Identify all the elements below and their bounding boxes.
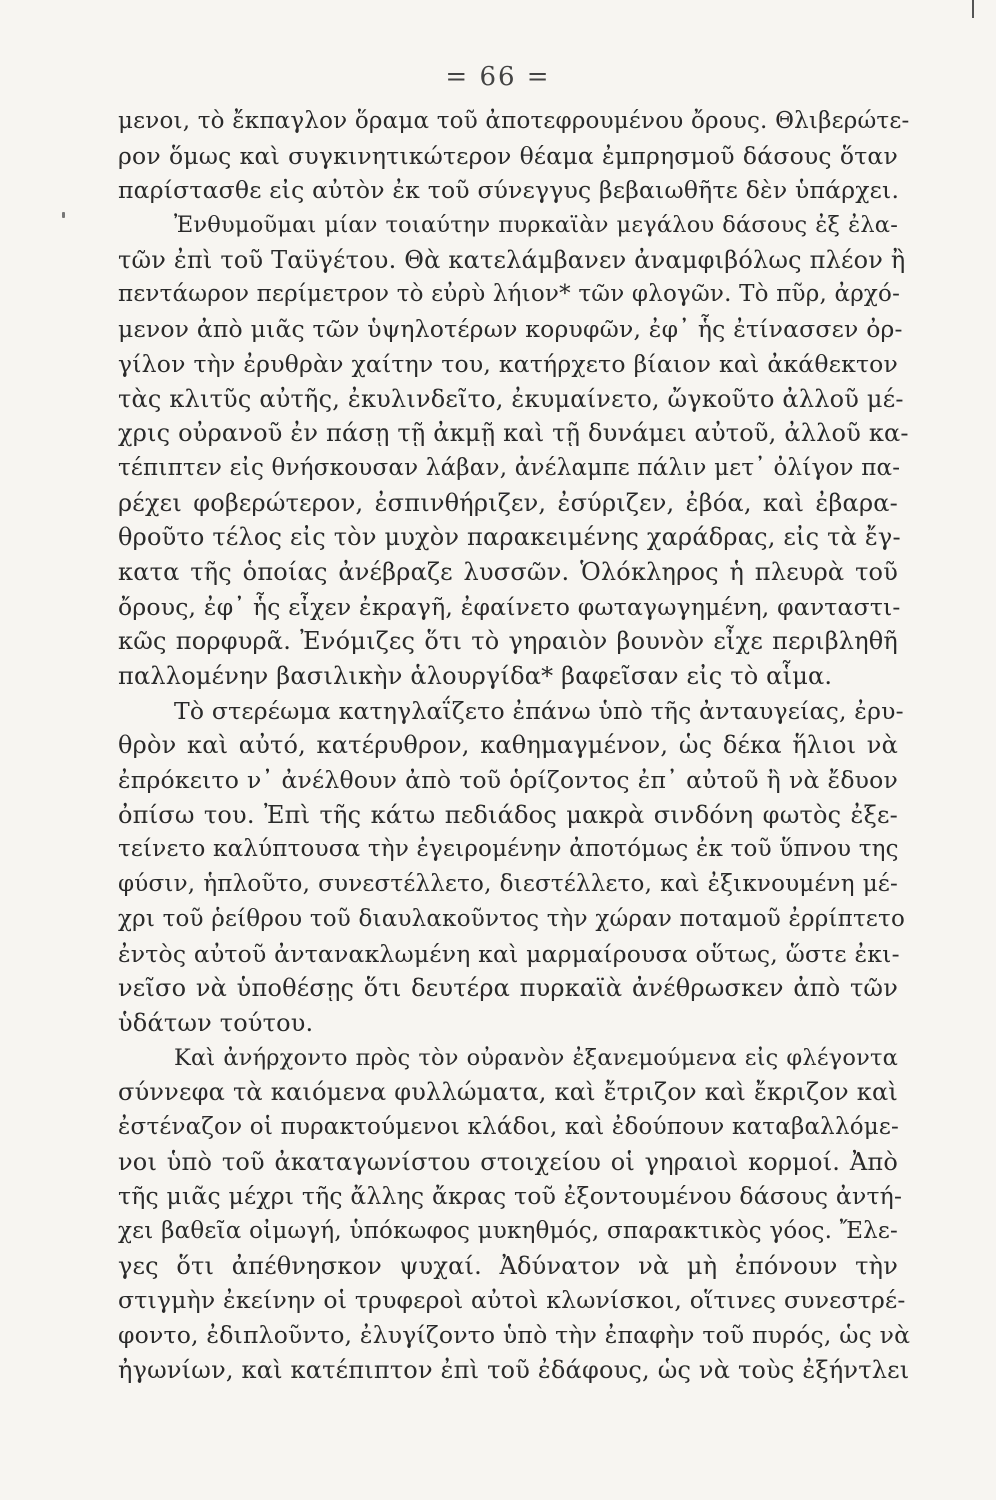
text-line: Καὶ ἀνήρχοντο πρὸς τὸν οὐρανὸν ἐξανεμούμενα εἰς φλέγοντα — [174, 1044, 898, 1071]
text-line: γίλον τὴν ἐρυθρὰν χαίτην του, κατήρχετο βίαιον καὶ ἀκάθεκτον — [118, 349, 898, 378]
text-line: θροῦτο τέλος εἰς τὸν μυχὸν παρακειμένης χαράδρας, εἰς τὰ ἔγ- — [118, 523, 901, 552]
text-line: στιγμὴν ἐκείνην οἱ τρυφεροὶ αὐτοὶ κλωνίσκοι, οἵτινες συνεστρέ- — [118, 1286, 906, 1315]
text-line: μενον ἀπὸ μιᾶς τῶν ὑψηλοτέρων κορυφῶν, ἐφ᾽ ἧς ἐτίνασσεν ὀρ- — [118, 315, 903, 344]
text-line: ρον ὅμως καὶ συγκινητικώτερον θέαμα ἐμπρησμοῦ δάσους ὅταν — [118, 141, 898, 170]
body-text — [118, 104, 911, 1387]
text-line: παλλομένην βασιλικὴν ἁλουργίδα* βαφεῖσαν εἰς τὸ αἷμα. — [118, 662, 833, 690]
text-line: Τὸ στερέωμα κατηγλαΐζετο ἐπάνω ὑπὸ τῆς ἀνταυγείας, ἐρυ- — [174, 696, 904, 725]
text-line: παρίστασθε εἰς αὐτὸν ἐκ τοῦ σύνεγγυς βεβαιωθῆτε δὲν ὑπάρχει. — [118, 176, 900, 205]
text-line: κῶς πορφυρᾶ. Ἐνόμιζες ὅτι τὸ γηραιὸν βουνὸν εἶχε περιβληθῆ — [118, 627, 898, 656]
text-line: πεντάωρον περίμετρον τὸ εὐρὺ λήιον* τῶν φλογῶν. Τὸ πῦρ, ἀρχό- — [118, 281, 901, 308]
text-line: φοντο, ἐδιπλοῦντο, ἐλυγίζοντο ὑπὸ τὴν ἐπαφὴν τοῦ πυρός, ὡς νὰ — [118, 1321, 911, 1350]
text-line: χρι τοῦ ῥείθρου τοῦ διαυλακοῦντος τὴν χώραν ποταμοῦ ἐρρίπτετο — [118, 905, 905, 932]
text-line: χει βαθεῖα οἰμωγή, ὑπόκωφος μυκηθμός, σπαρακτικὸς γόος. Ἔλε- — [118, 1218, 898, 1244]
text-line: ὀπίσω του. Ἐπὶ τῆς κάτω πεδιάδος μακρὰ σινδόνη φωτὸς ἐξε- — [118, 800, 898, 829]
text-line: ὑδάτων τούτου. — [118, 1008, 314, 1037]
margin-speck — [62, 212, 65, 218]
text-line: τῆς μιᾶς μέχρι τῆς ἄλλης ἄκρας τοῦ ἐξοντουμένου δάσους ἀντή- — [118, 1182, 903, 1211]
text-line: γες ὅτι ἀπέθνησκον ψυχαί. Ἀδύνατον νὰ μὴ ἐπόνουν τὴν — [118, 1251, 898, 1280]
text-line: ρέχει φοβερώτερον, ἐσπινθήριζεν, ἐσύριζεν, ἐβόα, καὶ ἐβαρα- — [118, 488, 898, 517]
text-line: τέπιπτεν εἰς θνήσκουσαν λάβαν, ἀνέλαμπε πάλιν μετ᾽ ὀλίγον πα- — [118, 454, 901, 481]
text-line: ἐντὸς αὐτοῦ ἀντανακλωμένη καὶ μαρμαίρουσα οὕτως, ὥστε ἐκι- — [118, 939, 900, 968]
text-line: νοι ὑπὸ τοῦ ἀκαταγωνίστου στοιχείου οἱ γηραιοὶ κορμοί. Ἀπὸ — [118, 1147, 898, 1176]
text-line: φύσιν, ἡπλοῦτο, συνεστέλλετο, διεστέλλετο, καὶ ἐξικνουμένη μέ- — [118, 871, 898, 898]
text-line: τῶν ἐπὶ τοῦ Ταϋγέτου. Θὰ κατελάμβανεν ἀναμφιβόλως πλέον ἢ — [118, 245, 906, 274]
page-number: = 66 = — [445, 62, 551, 92]
text-line: τὰς κλιτῦς αὐτῆς, ἐκυλινδεῖτο, ἐκυμαίνετο, ὤγκοῦτο ἀλλοῦ μέ- — [118, 384, 904, 413]
text-line: θρὸν καὶ αὐτό, κατέρυθρον, καθημαγμένον, ὡς δέκα ἥλιοι νὰ — [118, 731, 898, 760]
text-line: Ἐνθυμοῦμαι μίαν τοιαύτην πυρκαϊὰν μεγάλου δάσους ἐξ ἐλα- — [174, 212, 898, 239]
text-line: χρις οὐρανοῦ ἐν πάσῃ τῇ ἀκμῇ καὶ τῇ δυνάμει αὐτοῦ, ἀλλοῦ κα- — [118, 419, 909, 448]
text-line: νεῖσο νὰ ὑποθέσῃς ὅτι δευτέρα πυρκαϊὰ ἀνέθρωσκεν ἀπὸ τῶν — [118, 974, 898, 1003]
text-line: κατα τῆς ὁποίας ἀνέβραζε λυσσῶν. Ὁλόκληρος ἡ πλευρὰ τοῦ — [118, 557, 898, 586]
scan-edge-mark — [972, 0, 974, 18]
text-line: ἐστέναζον οἱ πυρακτούμενοι κλάδοι, καὶ ἐδούπουν καταβαλλόμε- — [118, 1113, 900, 1140]
text-line: σύννεφα τὰ καιόμενα φυλλώματα, καὶ ἔτριζον καὶ ἔκριζον καὶ — [118, 1078, 898, 1107]
text-line: ἠγωνίων, καὶ κατέπιπτον ἐπὶ τοῦ ἐδάφους, ὡς νὰ τοὺς ἐξήντλει — [118, 1355, 910, 1384]
text-line: μενοι, τὸ ἔκπαγλον ὅραμα τοῦ ἀποτεφρουμένου ὄρους. Θλιβερώτε- — [118, 108, 910, 134]
text-line: ὄρους, ἐφ᾽ ἧς εἶχεν ἐκραγῆ, ἐφαίνετο φωταγωγημένη, φανταστι- — [118, 592, 901, 621]
text-line: ἐπρόκειτο ν᾽ ἀνέλθουν ἀπὸ τοῦ ὁρίζοντος ἐπ᾽ αὐτοῦ ἢ νὰ ἔδυον — [118, 766, 898, 795]
text-line: τείνετο καλύπτουσα τὴν ἐγειρομένην ἀποτόμως ἐκ τοῦ ὕπνου της — [118, 836, 899, 863]
